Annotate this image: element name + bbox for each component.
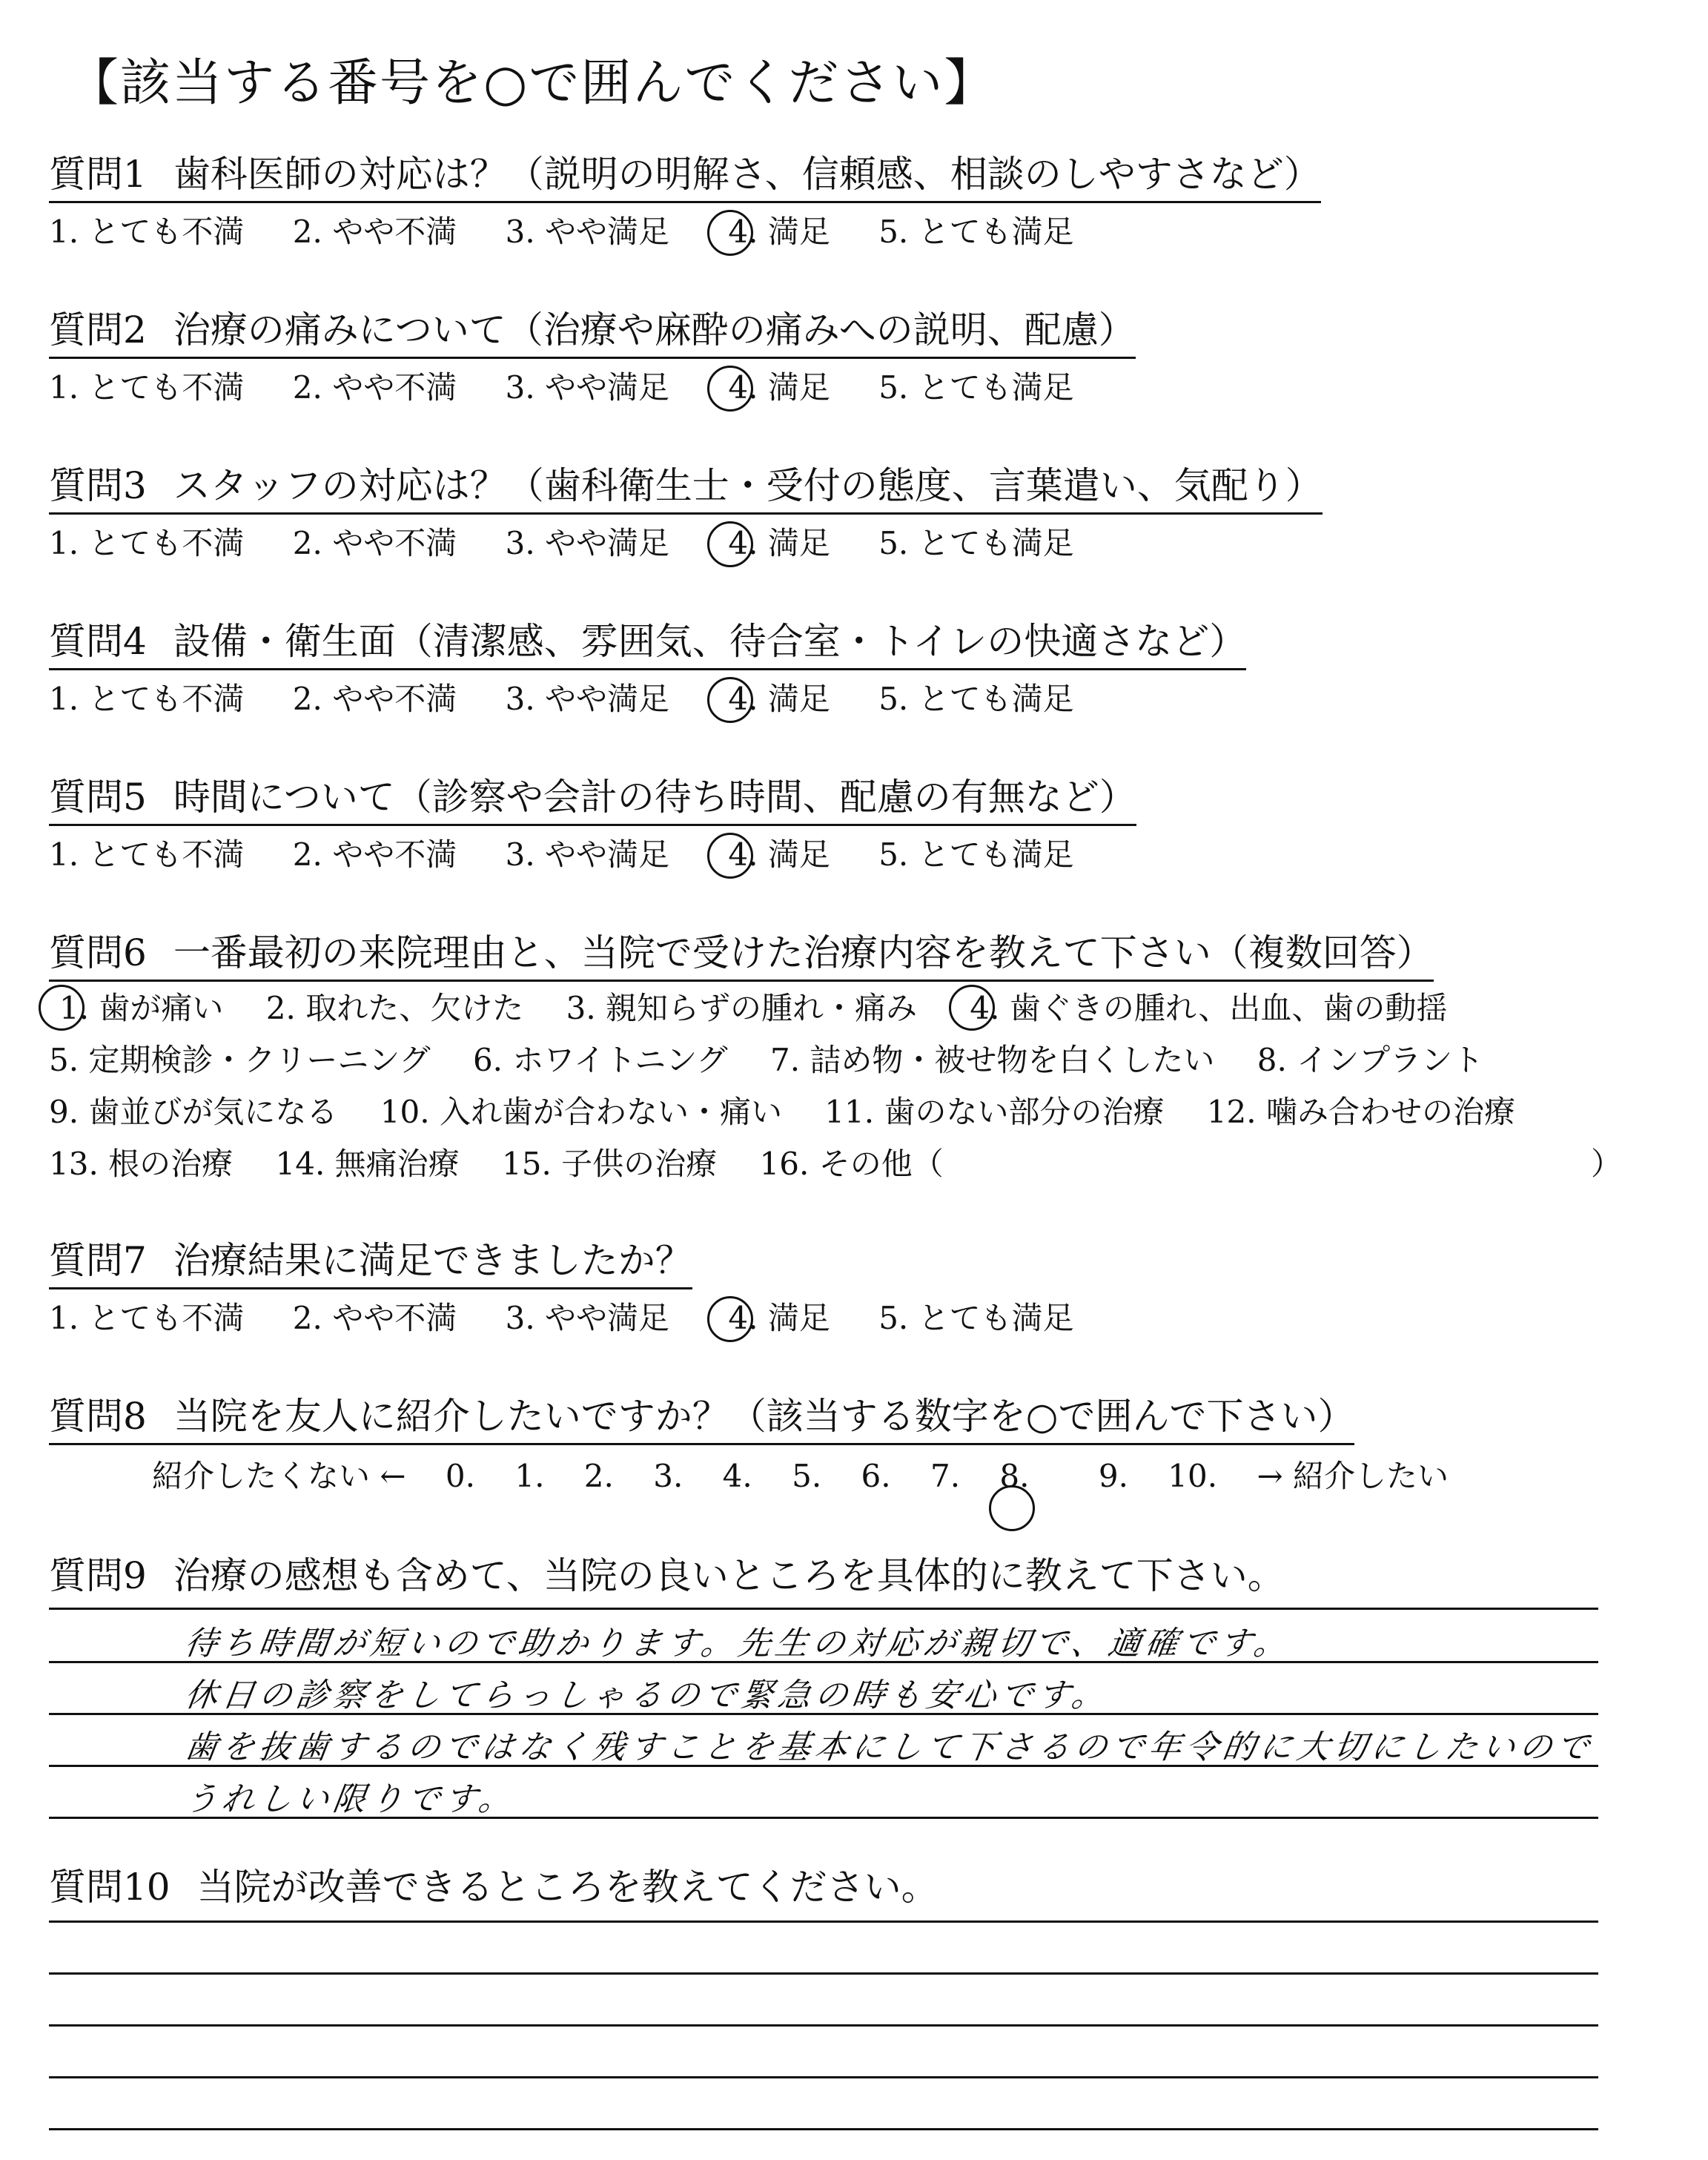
q9-handwritten-line-2: 休日の診察をしてらっしゃるので緊急の時も安心です。 xyxy=(182,1677,1112,1714)
q8-score-0[interactable]: 0. xyxy=(445,1458,475,1494)
q9-handwritten-line-4: うれしい限りです。 xyxy=(182,1780,519,1818)
q6-option-4-circled[interactable] xyxy=(959,986,1447,1031)
q8-score-9[interactable]: 9. xyxy=(1098,1458,1128,1494)
question-3-number: 質問3 xyxy=(49,464,147,507)
question-5-options xyxy=(49,834,1113,876)
question-8-number: 質問8 xyxy=(49,1395,147,1438)
q7-option-2[interactable]: 2. やや不満 xyxy=(292,1300,457,1336)
q8-score-3[interactable]: 3. xyxy=(653,1458,683,1494)
q5-option-3[interactable]: 3. やや満足 xyxy=(505,836,670,873)
q6-option-5[interactable]: 5. 定期検診・クリーニング xyxy=(49,1042,431,1078)
q6-option-3[interactable]: 3. 親知らずの腫れ・痛み xyxy=(566,990,918,1026)
question-6-row-4 xyxy=(49,1142,1658,1186)
question-1-text: 歯科医師の対応は？（説明の明解さ、信頼感、相談のしやすさなど） xyxy=(173,153,1321,196)
question-7-number: 質問7 xyxy=(49,1239,147,1282)
q7-option-5[interactable]: 5. とても満足 xyxy=(878,1300,1074,1336)
question-3-options xyxy=(49,523,1113,564)
q7-option-4-circled[interactable] xyxy=(718,1298,830,1339)
question-2-number: 質問2 xyxy=(49,308,147,351)
q8-left-label: 紹介したくない ← xyxy=(152,1458,406,1494)
question-4 xyxy=(49,619,1246,670)
question-4-options xyxy=(49,678,1113,720)
question-8 xyxy=(49,1394,1354,1445)
q6-option-6[interactable]: 6. ホワイトニング xyxy=(472,1042,728,1078)
q3-option-4-circled[interactable] xyxy=(718,523,830,564)
q2-option-2[interactable]: 2. やや不満 xyxy=(292,369,457,406)
q6-option-13[interactable]: 13. 根の治療 xyxy=(49,1146,234,1182)
question-6-row-2 xyxy=(49,1038,1516,1083)
q1-option-4-label: 4. 満足 xyxy=(728,214,830,250)
q6-option-4-label: 4. 歯ぐきの腫れ、出血、歯の動揺 xyxy=(970,990,1448,1026)
q4-option-3[interactable]: 3. やや満足 xyxy=(505,681,670,717)
question-8-text: 当院を友人に紹介したいですか？（該当する数字を○で囲んで下さい） xyxy=(173,1395,1355,1438)
q4-option-5[interactable]: 5. とても満足 xyxy=(878,681,1074,717)
question-4-text: 設備・衛生面（清潔感、雰囲気、待合室・トイレの快適さなど） xyxy=(173,620,1247,663)
q8-score-5[interactable]: 5. xyxy=(792,1458,822,1494)
q6-option-15[interactable]: 15. 子供の治療 xyxy=(502,1146,718,1182)
question-8-scale xyxy=(152,1452,1478,1496)
question-6-row-1 xyxy=(49,986,1480,1031)
question-1 xyxy=(49,152,1321,203)
q8-score-10[interactable]: 10. xyxy=(1168,1458,1218,1494)
question-10-number: 質問10 xyxy=(49,1866,171,1909)
q6-option-12[interactable]: 12. 噛み合わせの治療 xyxy=(1206,1094,1515,1130)
q9-handwritten-line-3: 歯を抜歯するのではなく残すことを基本にして下さるので年令的に大切にしたいので xyxy=(182,1728,1596,1766)
q6-option-11[interactable]: 11. 歯のない部分の治療 xyxy=(824,1094,1165,1130)
answer-line xyxy=(49,1661,1598,1663)
q8-score-8-label: 8. xyxy=(999,1458,1030,1494)
q8-score-4[interactable]: 4. xyxy=(722,1458,752,1494)
answer-line[interactable] xyxy=(49,1972,1598,1975)
q7-option-4-label: 4. 満足 xyxy=(728,1300,830,1336)
q9-handwritten-line-1: 待ち時間が短いので助かります。先生の対応が親切で、適確です。 xyxy=(182,1625,1294,1662)
question-6-number: 質問6 xyxy=(49,931,147,974)
question-1-number: 質問1 xyxy=(49,153,147,196)
q4-option-4-circled[interactable] xyxy=(718,678,830,720)
answer-line xyxy=(49,1713,1598,1715)
q6-option-1-label: 1. 歯が痛い xyxy=(59,990,224,1026)
q6-other-close-paren: ） xyxy=(1591,1146,1623,1182)
question-6 xyxy=(49,931,1434,982)
question-7-text: 治療結果に満足できましたか？ xyxy=(173,1239,692,1282)
question-5 xyxy=(49,775,1136,826)
q8-score-2[interactable]: 2. xyxy=(583,1458,614,1494)
q1-option-1[interactable]: 1. とても不満 xyxy=(49,214,245,250)
page-title: 【該当する番号を○で囲んでください】 xyxy=(68,54,996,113)
q6-option-8[interactable]: 8. インプラント xyxy=(1257,1042,1484,1078)
q3-option-1[interactable]: 1. とても不満 xyxy=(49,525,245,561)
q7-option-3[interactable]: 3. やや満足 xyxy=(505,1300,670,1336)
q2-option-4-circled[interactable] xyxy=(718,367,830,409)
q6-option-10[interactable]: 10. 入れ歯が合わない・痛い xyxy=(380,1094,782,1130)
answer-line[interactable] xyxy=(49,1920,1598,1923)
q5-option-1[interactable]: 1. とても不満 xyxy=(49,836,245,873)
question-9-text: 治療の感想も含めて、当院の良いところを具体的に教えて下さい。 xyxy=(173,1554,1285,1597)
question-2-text: 治療の痛みについて（治療や麻酔の痛みへの説明、配慮） xyxy=(173,308,1136,351)
question-9 xyxy=(49,1546,1285,1599)
q1-option-3[interactable]: 3. やや満足 xyxy=(505,214,670,250)
q8-score-7[interactable]: 7. xyxy=(930,1458,961,1494)
answer-line xyxy=(49,1817,1598,1819)
answer-line xyxy=(49,1765,1598,1767)
question-10-text: 当院が改善できるところを教えてください。 xyxy=(196,1866,939,1909)
question-7 xyxy=(49,1238,692,1289)
question-3-text: スタッフの対応は？（歯科衛生士・受付の態度、言葉遣い、気配り） xyxy=(173,464,1323,507)
question-5-number: 質問5 xyxy=(49,776,147,819)
q6-option-14[interactable]: 14. 無痛治療 xyxy=(275,1146,460,1182)
q8-score-6[interactable]: 6. xyxy=(861,1458,891,1494)
q2-option-3[interactable]: 3. やや満足 xyxy=(505,369,670,406)
q3-option-4-label: 4. 満足 xyxy=(728,525,830,561)
q5-option-5[interactable]: 5. とても満足 xyxy=(878,836,1074,873)
q1-option-4-circled[interactable] xyxy=(718,211,830,253)
q8-score-8-circled[interactable] xyxy=(999,1458,1059,1494)
answer-line[interactable] xyxy=(49,2128,1598,2130)
q4-option-2[interactable]: 2. やや不満 xyxy=(292,681,457,717)
question-4-number: 質問4 xyxy=(49,620,147,663)
q6-option-16[interactable]: 16. その他（ xyxy=(759,1146,944,1182)
question-3 xyxy=(49,463,1323,515)
question-2-options xyxy=(49,367,1113,409)
q6-option-2[interactable]: 2. 取れた、欠けた xyxy=(265,990,524,1026)
question-2 xyxy=(49,308,1136,359)
q6-option-9[interactable]: 9. 歯並びが気になる xyxy=(49,1094,338,1130)
q8-right-label: → 紹介したい xyxy=(1257,1458,1449,1494)
q2-option-1[interactable]: 1. とても不満 xyxy=(49,369,245,406)
q3-option-2[interactable]: 2. やや不満 xyxy=(292,525,457,561)
q1-option-5[interactable]: 5. とても満足 xyxy=(878,214,1074,250)
q6-option-7[interactable]: 7. 詰め物・被せ物を白くしたい xyxy=(769,1042,1215,1078)
question-7-options xyxy=(49,1298,1113,1339)
question-5-text: 時間について（診察や会計の待ち時間、配慮の有無など） xyxy=(173,776,1136,819)
answer-line[interactable] xyxy=(49,2076,1598,2078)
q2-option-4-label: 4. 満足 xyxy=(728,369,830,406)
q7-option-1[interactable]: 1. とても不満 xyxy=(49,1300,245,1336)
answer-line xyxy=(49,1608,1598,1610)
q3-option-5[interactable]: 5. とても満足 xyxy=(878,525,1074,561)
q4-option-1[interactable]: 1. とても不満 xyxy=(49,681,245,717)
q2-option-5[interactable]: 5. とても満足 xyxy=(878,369,1074,406)
q6-option-1-circled[interactable] xyxy=(49,986,223,1031)
q8-score-1[interactable]: 1. xyxy=(514,1458,545,1494)
question-9-number: 質問9 xyxy=(49,1554,147,1597)
q5-option-4-circled[interactable] xyxy=(718,834,830,876)
answer-line[interactable] xyxy=(49,2024,1598,2027)
q4-option-4-label: 4. 満足 xyxy=(728,681,830,717)
q5-option-4-label: 4. 満足 xyxy=(728,836,830,873)
question-10 xyxy=(49,1857,939,1911)
q1-option-2[interactable]: 2. やや不満 xyxy=(292,214,457,250)
q3-option-3[interactable]: 3. やや満足 xyxy=(505,525,670,561)
question-6-text: 一番最初の来院理由と、当院で受けた治療内容を教えて下さい（複数回答） xyxy=(173,931,1434,974)
question-6-row-3 xyxy=(49,1090,1548,1135)
q5-option-2[interactable]: 2. やや不満 xyxy=(292,836,457,873)
question-1-options xyxy=(49,211,1113,253)
